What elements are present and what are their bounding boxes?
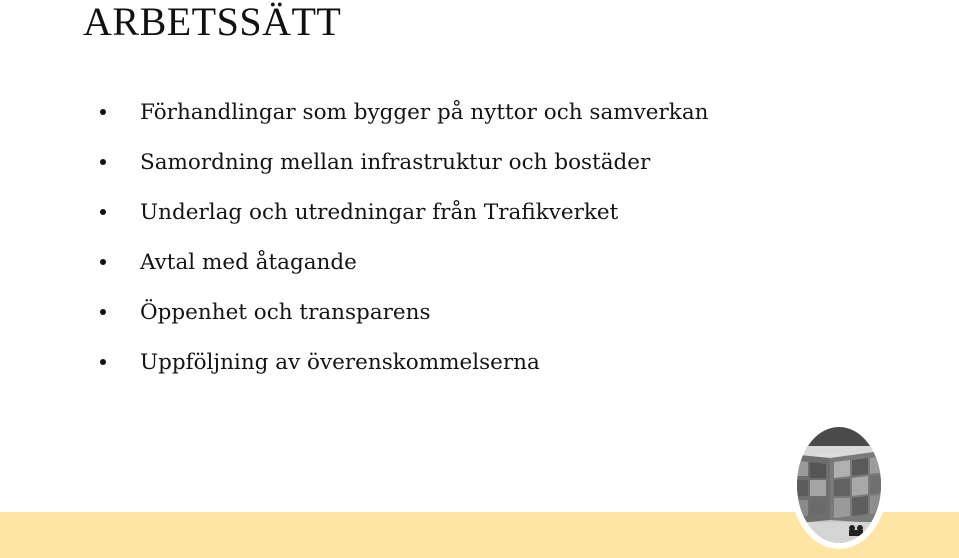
bullet-dot-icon (100, 259, 106, 265)
bullet-dot-icon (100, 159, 106, 165)
list-item (100, 187, 709, 237)
list-item-text: Avtal med åtagande (140, 249, 357, 275)
bullet-dot-icon (100, 209, 106, 215)
list-item-text: Samordning mellan infrastruktur och bostäder (140, 149, 651, 175)
bullet-dot-icon (100, 109, 106, 115)
bullet-dot-icon (100, 309, 106, 315)
list-item (100, 87, 709, 137)
bullet-dot-icon (100, 359, 106, 365)
list-item-text: Förhandlingar som bygger på nyttor och samverkan (140, 99, 709, 125)
city-building-emblem-icon (790, 424, 888, 550)
list-item-text: Öppenhet och transparens (140, 299, 431, 325)
list-item (100, 137, 709, 187)
slide-title: ARBETSSÄTT (83, 0, 342, 44)
list-item-text: Underlag och utredningar från Trafikverket (140, 199, 619, 225)
list-item-text: Uppföljning av överenskommelserna (140, 349, 540, 375)
list-item (100, 337, 709, 387)
bullet-list (100, 87, 709, 387)
list-item (100, 287, 709, 337)
list-item (100, 237, 709, 287)
